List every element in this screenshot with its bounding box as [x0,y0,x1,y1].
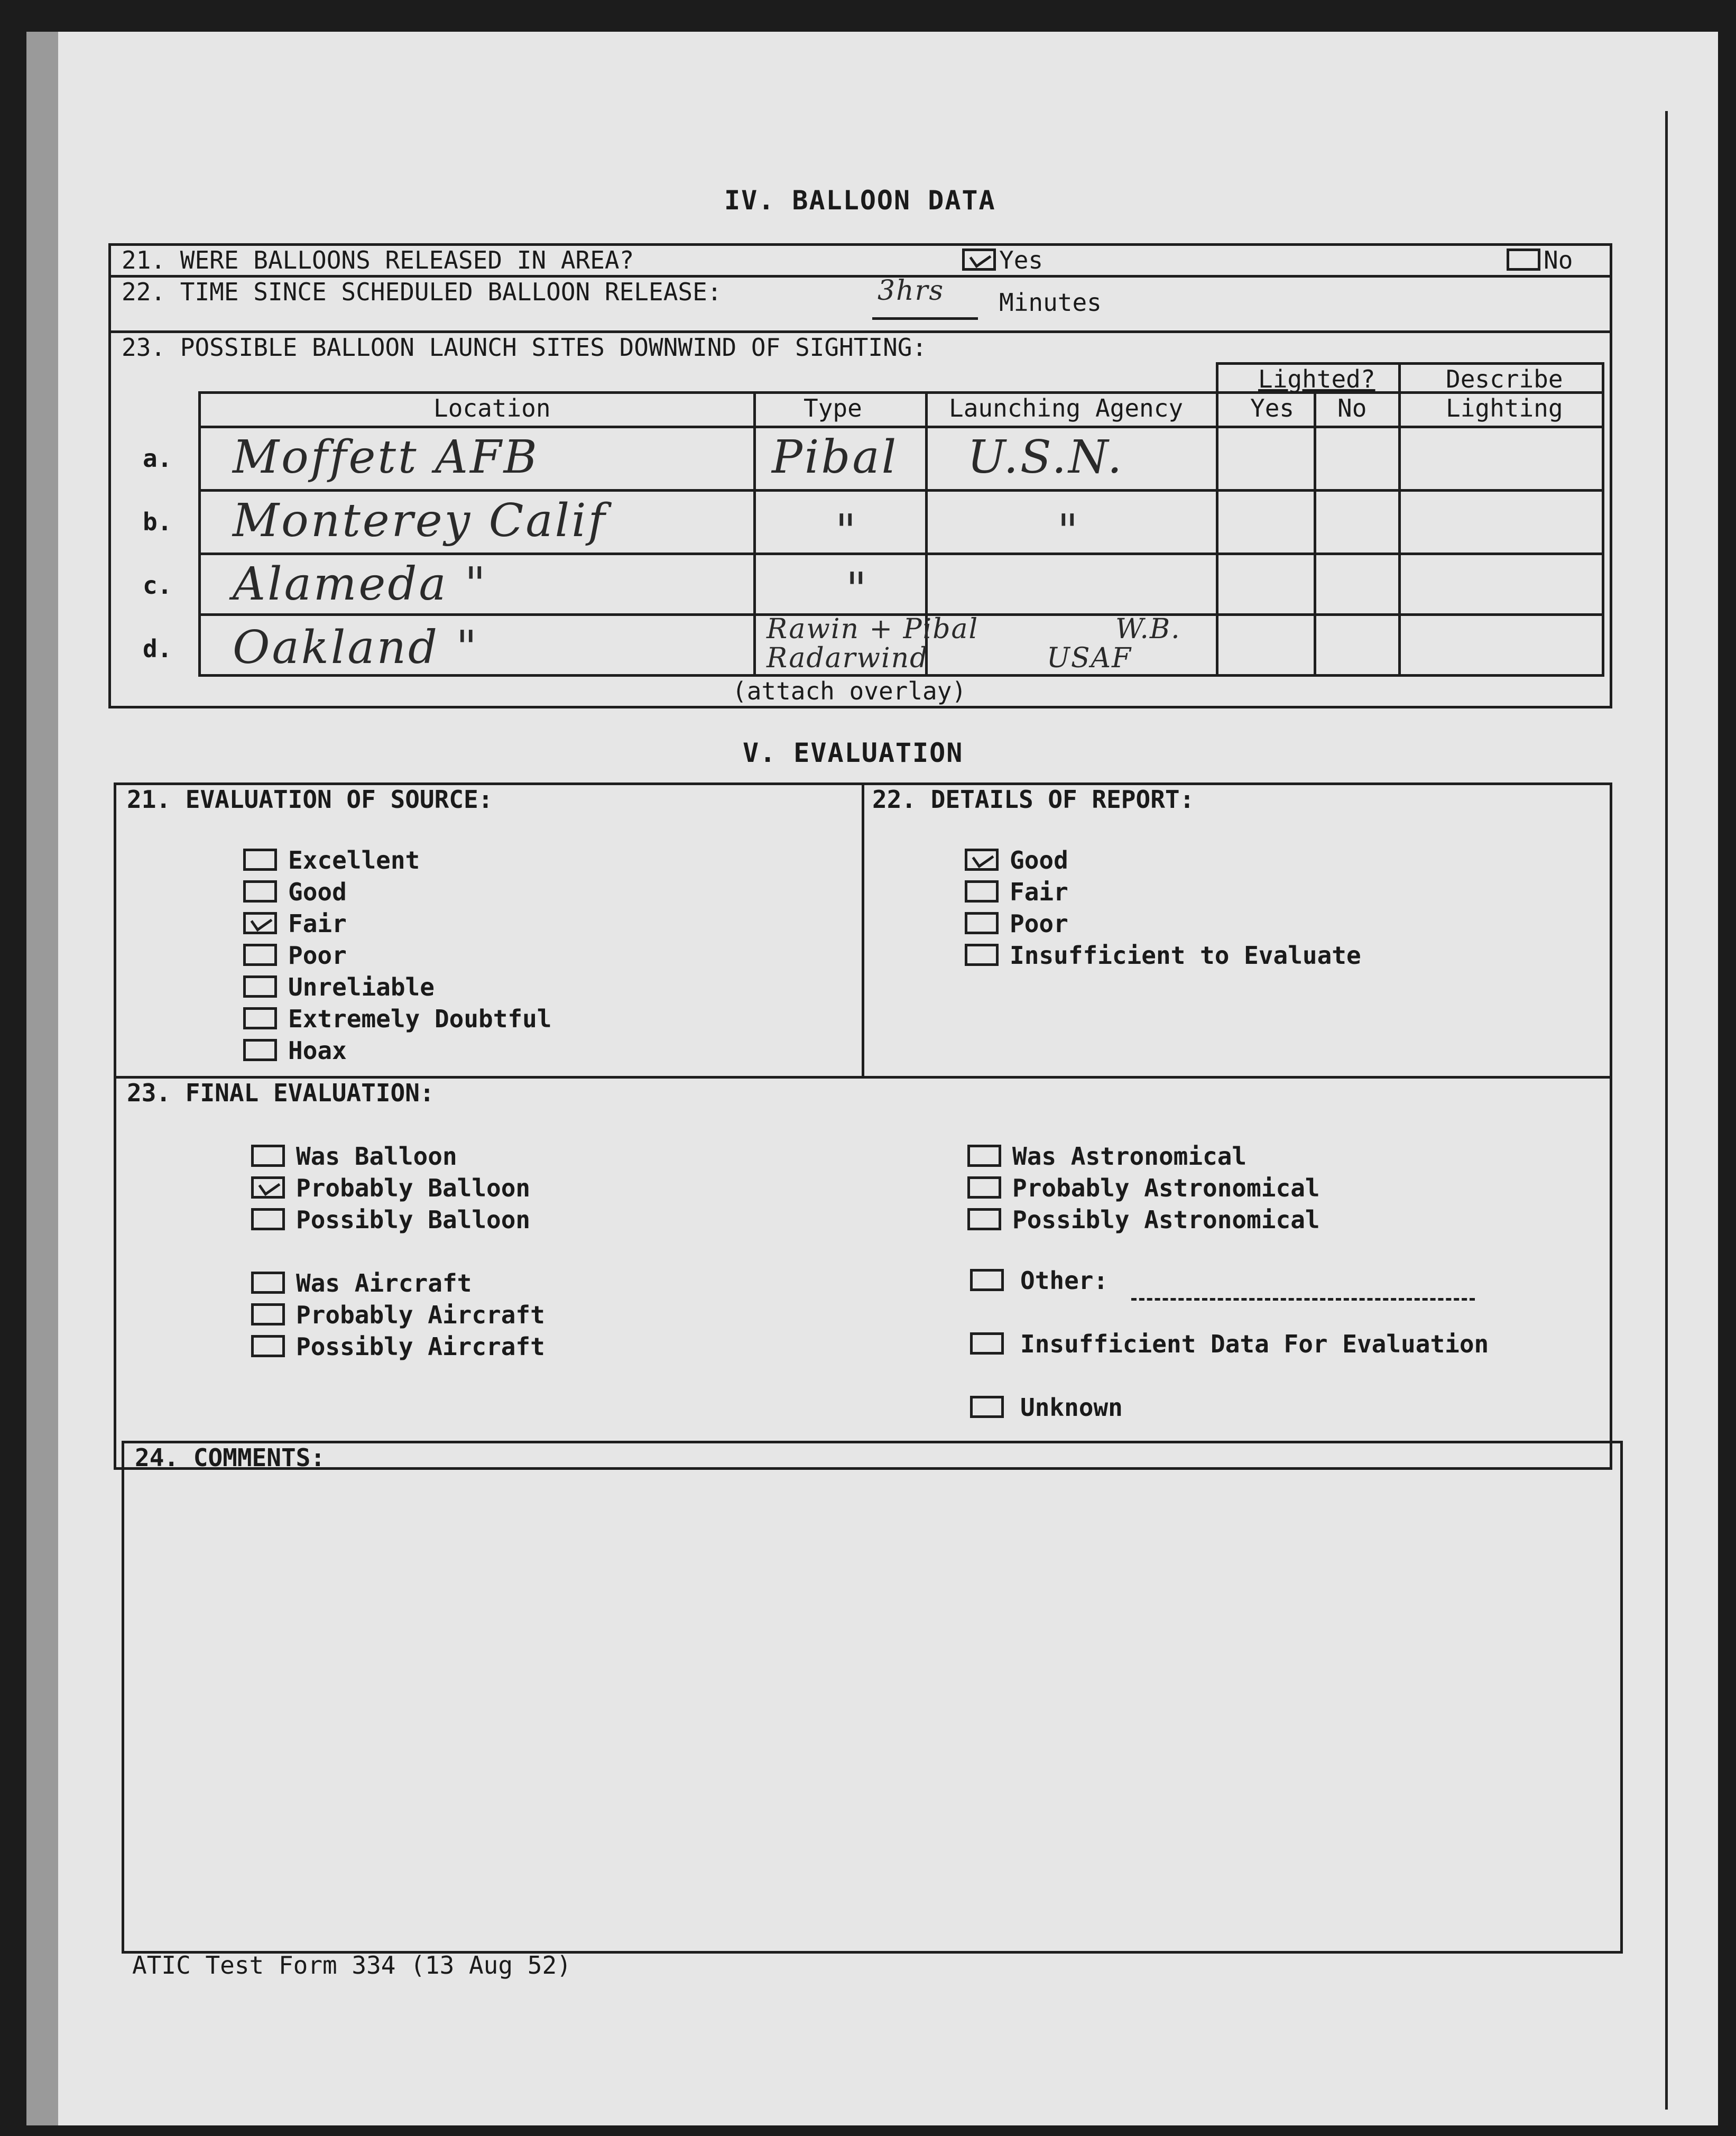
final-aircraft-checkbox-2[interactable] [251,1335,285,1357]
header-lighted-yes: Yes [1250,394,1295,422]
source-option-label-2: Fair [288,909,347,938]
row-a-divider [198,489,1604,492]
details-option-checkbox-3[interactable] [965,944,999,966]
col-divider-yes-no [1314,394,1316,677]
final-astronomical-checkbox-1[interactable] [967,1176,1001,1199]
row-a-location[interactable]: Moffett AFB [233,431,539,484]
row-d-type-line2[interactable]: Radarwind [767,642,929,674]
row-b-letter: b. [143,508,172,536]
details-option-checkbox-2[interactable] [965,912,999,934]
section-iv-title: IV. BALLOON DATA [724,185,996,216]
q21-no-checkbox[interactable] [1507,248,1540,271]
final-astronomical-checkbox-0[interactable] [967,1145,1001,1167]
final-insufficient-checkbox[interactable] [970,1332,1004,1355]
q22-time-value[interactable]: 3hrs [878,275,945,307]
final-astronomical-label-0: Was Astronomical [1012,1142,1247,1171]
row-a-agency[interactable]: U.S.N. [967,431,1124,484]
final-other-input[interactable] [1131,1298,1475,1301]
row-b-type[interactable]: " [835,505,858,558]
q24-comments-label: 24. COMMENTS: [135,1443,326,1472]
final-unknown-checkbox[interactable] [970,1396,1004,1418]
header-lighting: Lighting [1446,394,1563,422]
q23-launch-sites-label: 23. POSSIBLE BALLOON LAUNCH SITES DOWNWIND OF SIGHTING: [122,333,927,362]
row-a-letter: a. [143,444,172,473]
final-other-checkbox[interactable] [970,1269,1004,1291]
final-balloon-label-1: Probably Balloon [296,1174,531,1202]
source-option-label-6: Hoax [288,1036,347,1065]
source-option-checkbox-3[interactable] [243,944,277,966]
col-divider-location-type [753,391,756,677]
section-v-title: V. EVALUATION [743,738,964,768]
q21-yes-label: Yes [999,246,1044,274]
details-option-checkbox-0[interactable] [965,849,999,871]
source-option-checkbox-0[interactable] [243,849,277,871]
q22-time-since-release-label: 22. TIME SINCE SCHEDULED BALLOON RELEASE: [122,278,722,306]
source-option-label-4: Unreliable [288,973,435,1001]
scan-edge-shadow [26,32,58,2125]
final-astronomical-checkbox-2[interactable] [967,1208,1001,1230]
source-option-label-3: Poor [288,941,347,970]
row-d-location[interactable]: Oakland " [233,621,479,674]
source-option-label-5: Extremely Doubtful [288,1005,552,1033]
source-option-checkbox-5[interactable] [243,1007,277,1029]
source-option-label-1: Good [288,878,347,906]
q21-source-evaluation-label: 21. EVALUATION OF SOURCE: [127,785,493,814]
q23-final-evaluation-label: 23. FINAL EVALUATION: [127,1079,435,1107]
comments-box[interactable] [122,1441,1623,1954]
form-footer: ATIC Test Form 334 (13 Aug 52) [132,1951,571,1980]
source-option-checkbox-1[interactable] [243,880,277,903]
row-c-letter: c. [143,571,172,600]
source-option-checkbox-6[interactable] [243,1039,277,1061]
details-option-checkbox-1[interactable] [965,880,999,903]
final-other-label: Other: [1020,1266,1109,1295]
row-c-type[interactable]: " [846,563,869,616]
source-option-checkbox-2[interactable] [243,912,277,934]
q21-no-label: No [1544,246,1573,274]
row-d-agency-line1[interactable]: W.B. [1115,613,1181,645]
margin-rule [1665,111,1668,2110]
describe-header-right [1602,362,1604,394]
row-a-type[interactable]: Pibal [772,431,899,484]
final-balloon-label-2: Possibly Balloon [296,1205,531,1234]
final-aircraft-label-1: Probably Aircraft [296,1301,545,1329]
final-aircraft-checkbox-1[interactable] [251,1303,285,1325]
header-location: Location [433,394,551,422]
final-astronomical-label-2: Possibly Astronomical [1012,1205,1320,1234]
final-balloon-checkbox-2[interactable] [251,1208,285,1230]
col-divider-agency-yes [1216,362,1218,677]
final-aircraft-label-0: Was Aircraft [296,1269,472,1297]
header-launching-agency: Launching Agency [949,394,1184,422]
row-b-location[interactable]: Monterey Calif [233,494,607,547]
header-describe: Describe [1446,365,1563,393]
details-option-label-0: Good [1010,846,1068,874]
final-balloon-label-0: Was Balloon [296,1142,457,1171]
row-c-location[interactable]: Alameda " [233,558,488,611]
final-insufficient-label: Insufficient Data For Evaluation [1020,1330,1489,1358]
attach-overlay-note: (attach overlay) [732,677,967,705]
row-d-letter: d. [143,634,172,663]
final-astronomical-label-1: Probably Astronomical [1012,1174,1320,1202]
q22-report-details-label: 22. DETAILS OF REPORT: [872,785,1195,814]
evaluation-column-divider [862,782,864,1076]
details-option-label-3: Insufficient to Evaluate [1010,941,1361,970]
q21-balloons-released-label: 21. WERE BALLOONS RELEASED IN AREA? [122,246,634,274]
row-b-divider [198,553,1604,555]
q21-yes-checkbox[interactable] [962,248,996,271]
col-divider-no-describe [1398,362,1401,677]
row-d-type-line1[interactable]: Rawin + Pibal [767,613,979,645]
row-b-agency[interactable]: " [1057,505,1081,558]
q22-value-underline [872,317,978,320]
final-balloon-checkbox-1[interactable] [251,1176,285,1199]
final-balloon-checkbox-0[interactable] [251,1145,285,1167]
header-type: Type [804,394,862,422]
final-aircraft-label-2: Possibly Aircraft [296,1332,545,1361]
table-header-divider [198,426,1604,428]
final-unknown-label: Unknown [1020,1393,1123,1422]
row-d-agency-line2[interactable]: USAF [1047,642,1132,674]
source-option-label-0: Excellent [288,846,420,874]
final-aircraft-checkbox-0[interactable] [251,1272,285,1294]
details-option-label-2: Poor [1010,909,1068,938]
details-option-label-1: Fair [1010,878,1068,906]
header-lighted-no: No [1337,394,1367,422]
source-option-checkbox-4[interactable] [243,975,277,998]
q22-minutes-unit: Minutes [999,288,1102,317]
header-lighted: Lighted? [1258,365,1375,393]
